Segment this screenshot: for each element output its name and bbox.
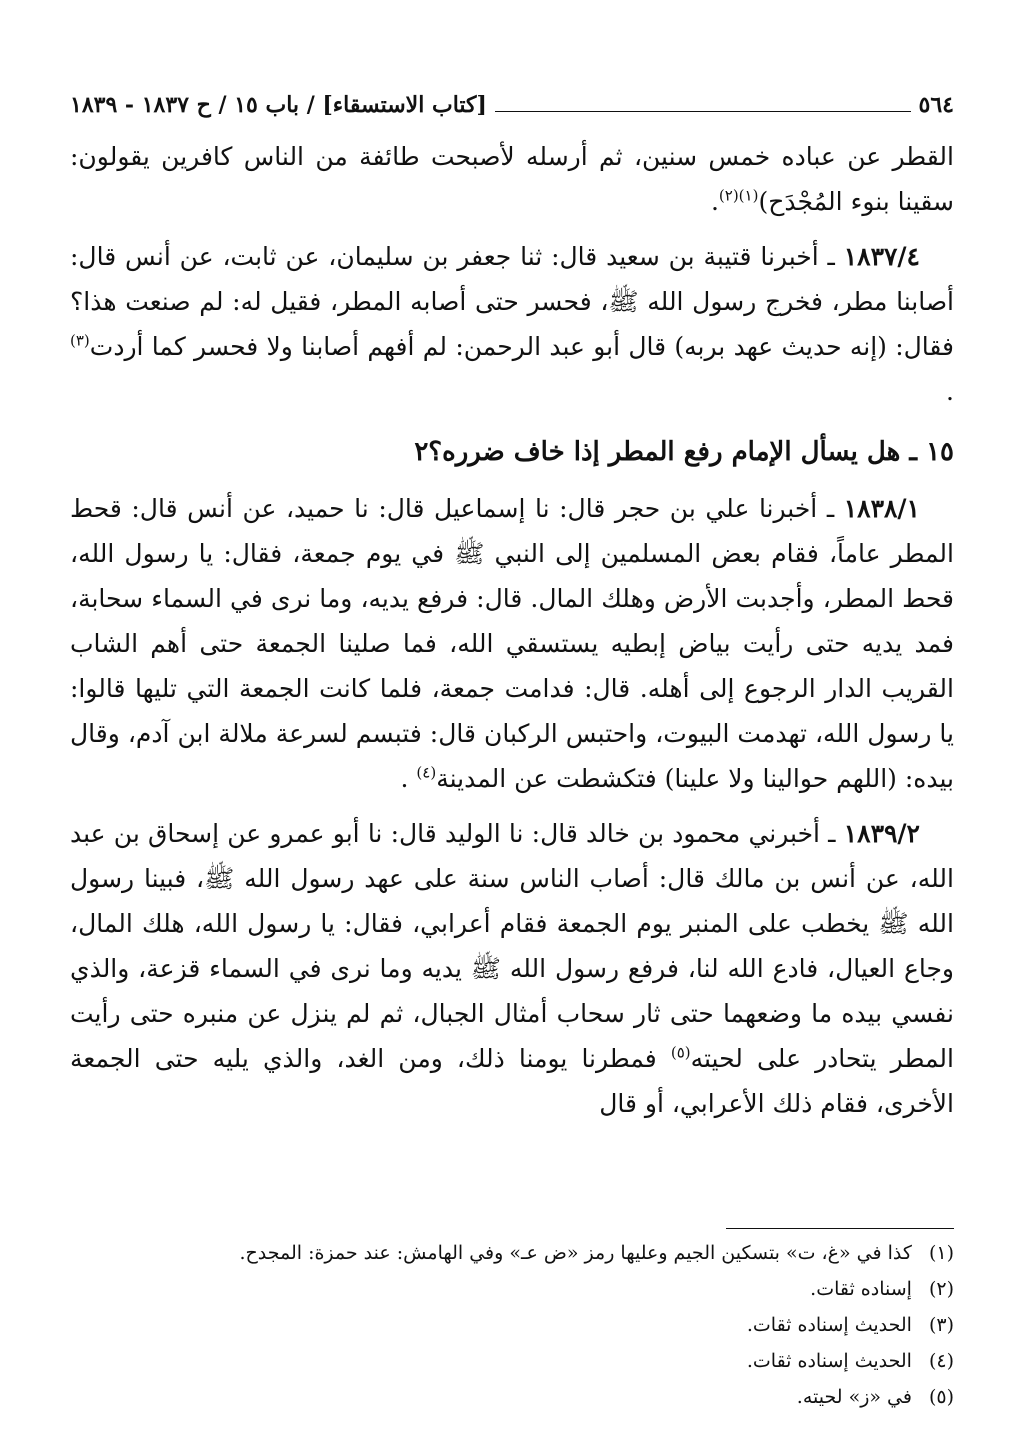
hadith-1839 bbox=[70, 811, 954, 1126]
hadith-1838 bbox=[70, 486, 954, 801]
hadith-text: ـ أخبرنا قتيبة بن سعيد قال: ثنا جعفر بن سليمان، عن ثابت، عن أنس قال: أصابنا مطر، فخرج رسول الله ﷺ، فحسر حتى أصابه المطر، فقيل له: لم صنعت هذا؟ فقال: (إنه حديث عهد بربه) قال أبو عبد الرحمن: لم أفهم أصابنا ولا فحسر كما أردت bbox=[70, 242, 954, 361]
footnote-ref: (٥) bbox=[670, 1043, 691, 1062]
footnotes bbox=[70, 1228, 954, 1415]
footnote-text: الحديث إسناده ثقات. bbox=[746, 1314, 912, 1336]
header-rule bbox=[495, 111, 911, 112]
hadith-tail: . bbox=[400, 764, 417, 793]
footnote-number: (٢) bbox=[928, 1278, 954, 1300]
footnote-item bbox=[70, 1307, 954, 1343]
footnote-number: (٤) bbox=[928, 1350, 954, 1372]
running-title: [كتاب الاستسقاء] / باب ١٥ / ح ١٨٣٧ - ١٨٣٩ bbox=[70, 92, 487, 118]
hadith-tail: فمطرنا يومنا ذلك، ومن الغد، والذي يليه حتى الجمعة الأخرى، فقام ذلك الأعرابي، أو قال bbox=[70, 1044, 954, 1118]
footnote-number: (٥) bbox=[928, 1386, 954, 1408]
hadith-tail: . bbox=[946, 377, 954, 406]
footnote-text: إسناده ثقات. bbox=[810, 1278, 912, 1300]
footnote-item bbox=[70, 1343, 954, 1379]
page-number: ٥٦٤ bbox=[918, 92, 954, 118]
paragraph-tail: . bbox=[710, 187, 719, 216]
footnote-rule bbox=[726, 1228, 954, 1229]
hadith-number: ١٨٣٨/١ bbox=[843, 494, 920, 523]
hadith-text: ـ أخبرني محمود بن خالد قال: نا الوليد قال: نا أبو عمرو عن إسحاق بن عبد الله، عن أنس بن مالك قال: أصاب الناس سنة على عهد رسول الله ﷺ، فبينا رسول الله ﷺ يخطب على المنبر يوم الجمعة فقام أعرابي، فقال: يا رسول الله، هلك المال، وجاع العيال، فادع الله لنا، فرفع رسول الله ﷺ يديه وما نرى في السماء قزعة، والذي نفسي بيده ما وضعهما حتى ثار سحاب أمثال الجبال، ثم لم ينزل عن منبره حتى رأيت المطر يتحادر على لحيته bbox=[70, 819, 954, 1073]
footnote-text: كذا في «غ، ت» بتسكين الجيم وعليها رمز «ض عـ» وفي الهامش: عند حمزة: المجدح. bbox=[239, 1242, 912, 1264]
footnote-text: الحديث إسناده ثقات. bbox=[746, 1350, 912, 1372]
footnote-ref: (١)(٢) bbox=[718, 186, 759, 205]
footnote-ref: (٤) bbox=[416, 763, 437, 782]
paragraph-continuation bbox=[70, 134, 954, 224]
footnote-ref: (٣) bbox=[70, 331, 90, 350]
footnote-item bbox=[70, 1235, 954, 1271]
hadith-number: ١٨٣٧/٤ bbox=[843, 242, 920, 271]
footnote-item bbox=[70, 1271, 954, 1307]
hadith-1837 bbox=[70, 234, 954, 414]
footnote-number: (١) bbox=[928, 1242, 954, 1264]
footnote-item bbox=[70, 1379, 954, 1415]
page-body bbox=[70, 134, 954, 1126]
section-heading: ١٥ ـ هل يسأل الإمام رفع المطر إذا خاف ضرره؟٢ bbox=[414, 437, 954, 467]
hadith-number: ١٨٣٩/٢ bbox=[843, 819, 920, 848]
footnote-text: في «ز» لحيته. bbox=[796, 1386, 912, 1408]
hadith-text: ـ أخبرنا علي بن حجر قال: نا إسماعيل قال: نا حميد، عن أنس قال: قحط المطر عاماً، فقام بعض المسلمين إلى النبي ﷺ في يوم جمعة، فقال: يا رسول الله، قحط المطر، وأجدبت الأرض وهلك المال. قال: فرفع يديه، وما نرى في السماء سحابة، فمد يديه حتى رأيت بياض إبطيه يستسقي الله، فما صلينا الجمعة حتى أهم الشاب القريب الدار الرجوع إلى أهله. قال: فدامت جمعة، فلما كانت الجمعة التي تليها قالوا: يا رسول الله، تهدمت البيوت، واحتبس الركبان قال: فتبسم لسرعة ملالة ابن آدم، وقال بيده: (اللهم حوالينا ولا علينا) فتكشطت عن المدينة bbox=[70, 494, 954, 793]
book-page bbox=[70, 80, 954, 1420]
page-header bbox=[70, 80, 954, 116]
paragraph-text: القطر عن عباده خمس سنين، ثم أرسله لأصبحت طائفة من الناس كافرين يقولون: سقينا بنوء المُجْدَح) bbox=[70, 142, 954, 216]
footnote-number: (٣) bbox=[928, 1314, 954, 1336]
